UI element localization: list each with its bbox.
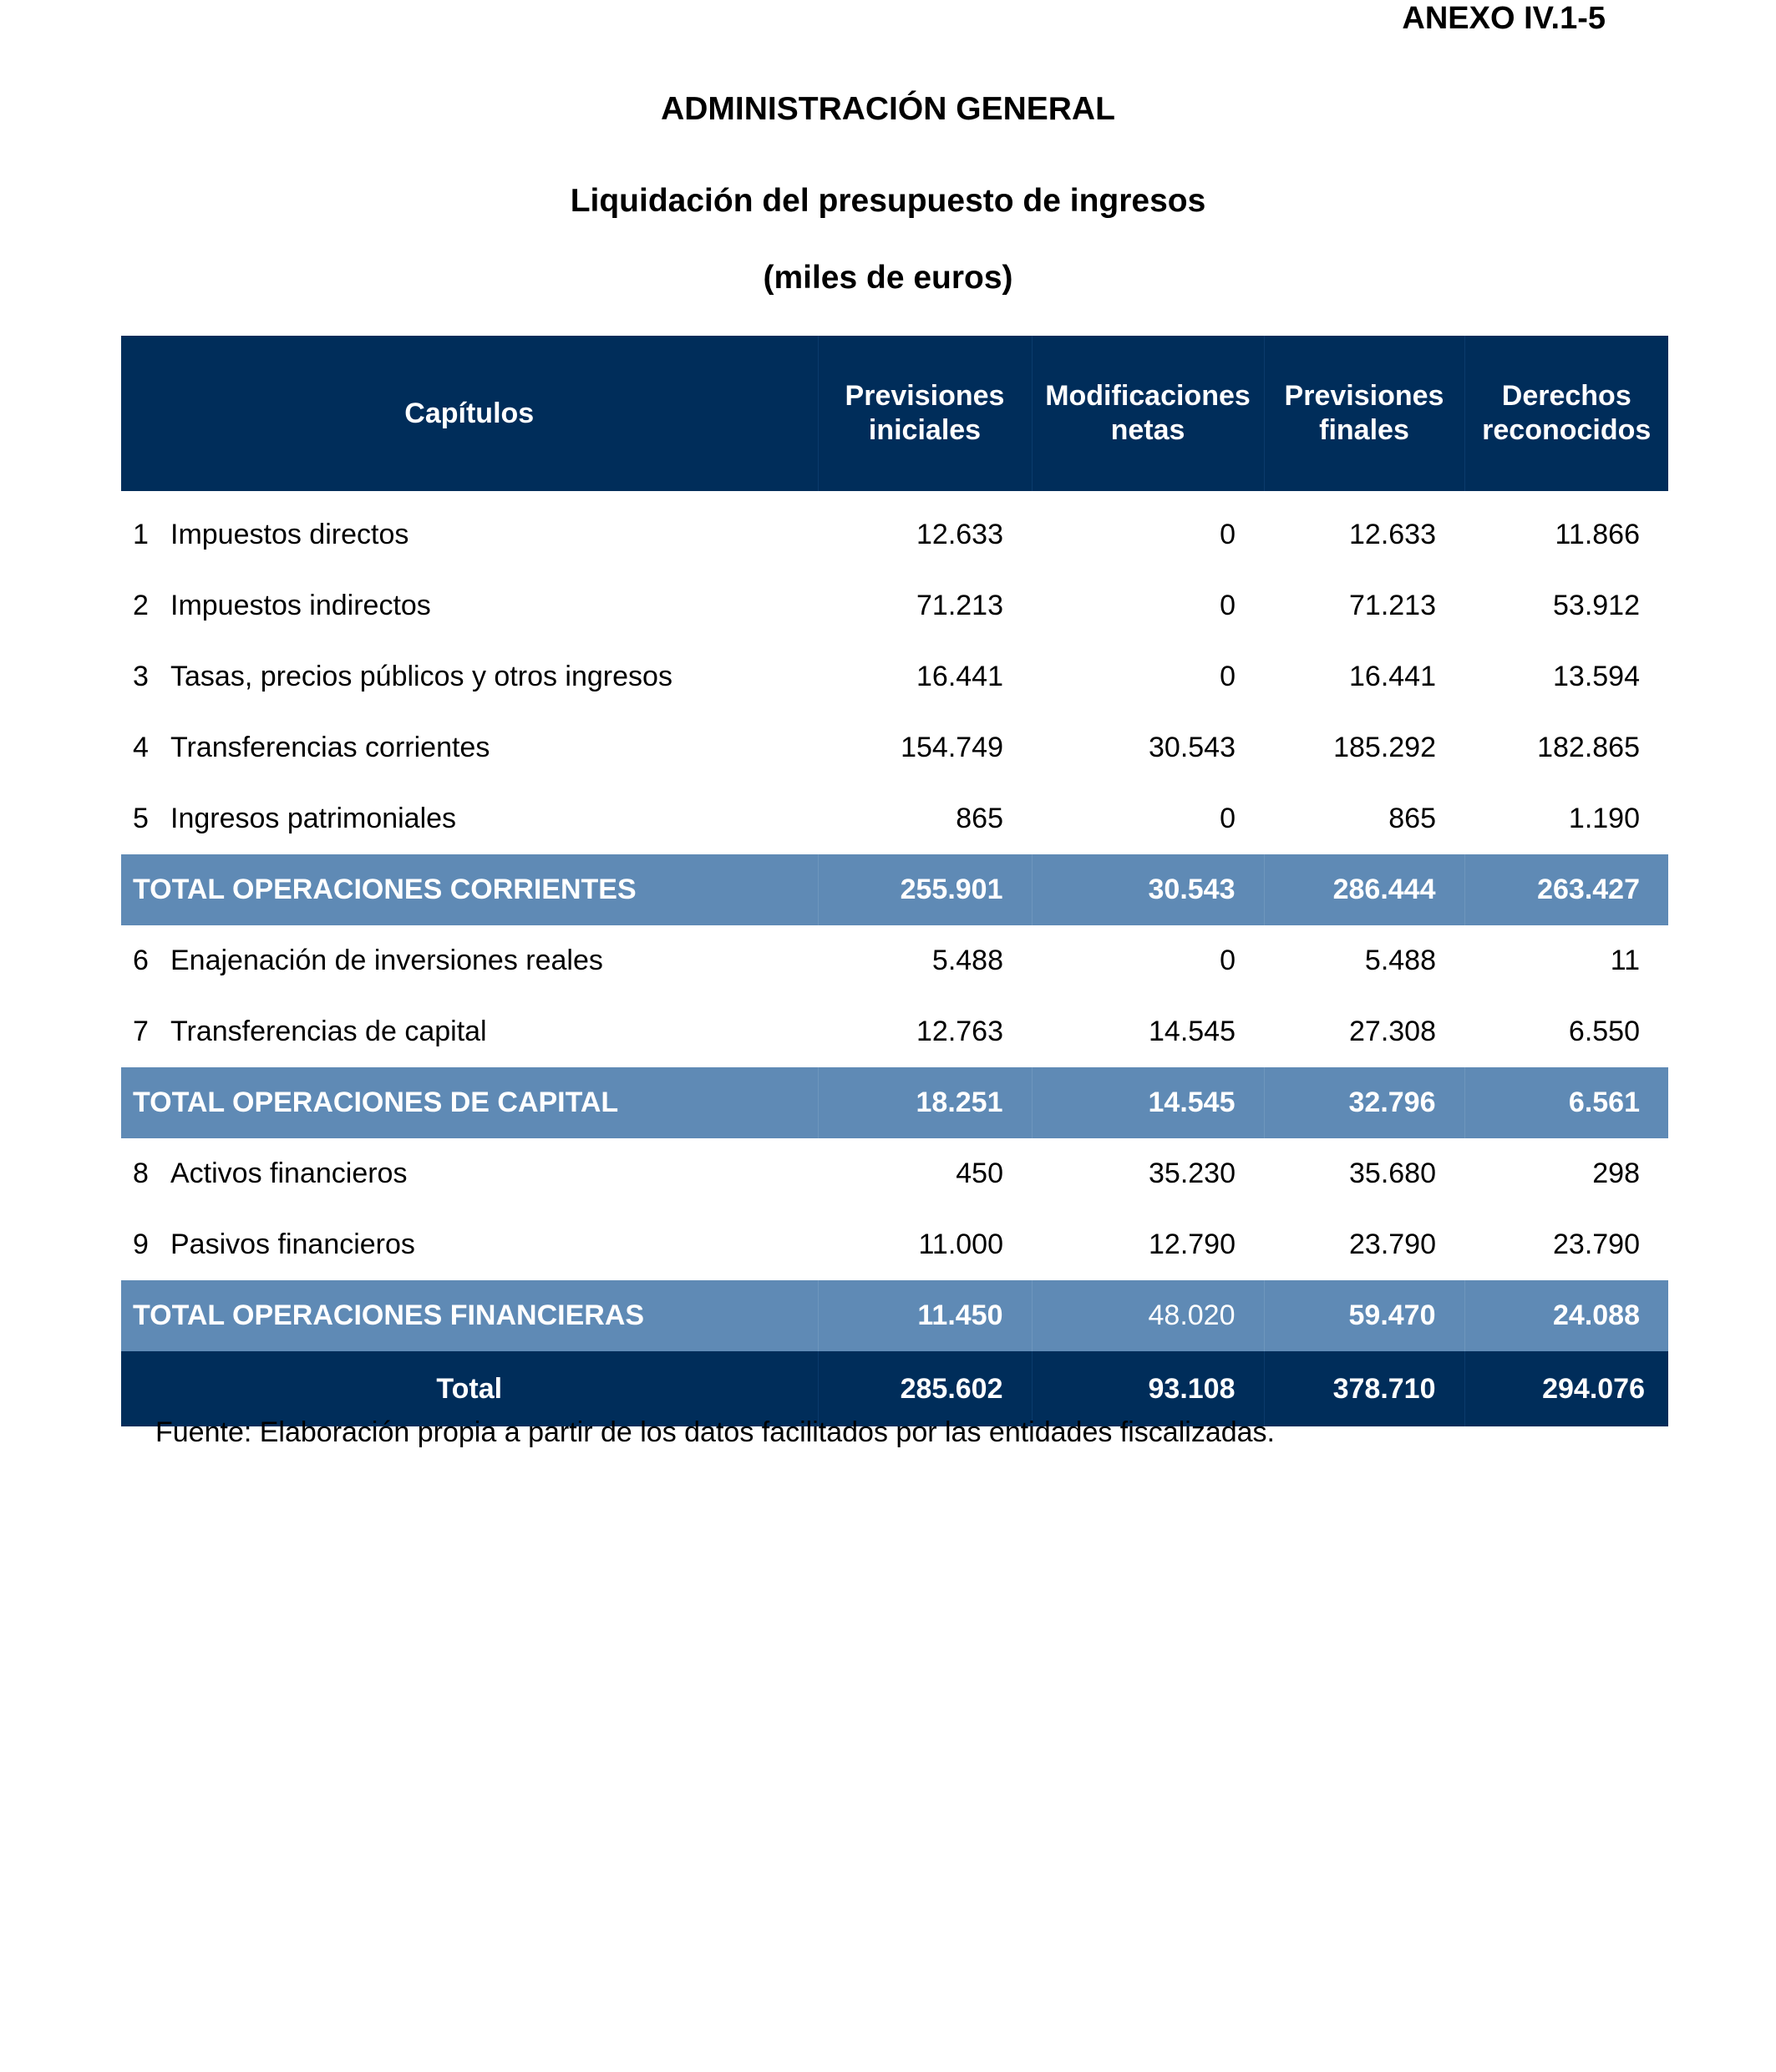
value-derechos-reconocidos: 24.088 [1464, 1280, 1668, 1351]
value-previsiones-iniciales: 11.450 [818, 1280, 1032, 1351]
source-note: Fuente: Elaboración propia a partir de los datos facilitados por las entidades fiscalizadas. [155, 1416, 1275, 1448]
value-previsiones-finales: 185.292 [1333, 732, 1436, 763]
header-derechos-reconocidos: Derechos reconocidos [1464, 336, 1668, 491]
value-modificaciones-netas: 35.230 [1149, 1158, 1236, 1189]
table-row [121, 712, 1668, 783]
table-row [121, 491, 1668, 570]
table-row [121, 1138, 1668, 1209]
value-derechos-reconocidos: 13.594 [1553, 661, 1640, 692]
value-previsiones-finales: 59.470 [1264, 1280, 1464, 1351]
chapter-cell: 6 Enajenación de inversiones reales [133, 945, 603, 976]
value-previsiones-iniciales: 285.602 [818, 1351, 1032, 1426]
value-previsiones-iniciales: 865 [956, 803, 1003, 834]
document-title: Liquidación del presupuesto de ingresos [570, 183, 1206, 219]
value-derechos-reconocidos: 6.550 [1568, 1016, 1640, 1047]
value-derechos-reconocidos: 263.427 [1464, 854, 1668, 925]
subtotal-row-financieras [121, 1280, 1668, 1351]
header-capitulos: Capítulos [121, 336, 818, 491]
value-derechos-reconocidos: 294.076 [1464, 1351, 1668, 1426]
chapter-cell: 4 Transferencias corrientes [133, 732, 490, 763]
table-row [121, 1209, 1668, 1280]
value-previsiones-finales: 865 [1388, 803, 1436, 834]
table-row [121, 783, 1668, 854]
chapter-cell: 9 Pasivos financieros [133, 1229, 415, 1260]
chapter-cell: 2 Impuestos indirectos [133, 590, 431, 621]
value-modificaciones-netas: 93.108 [1032, 1351, 1264, 1426]
budget-table [121, 336, 1668, 1426]
value-derechos-reconocidos: 53.912 [1553, 590, 1640, 621]
value-previsiones-iniciales: 255.901 [818, 854, 1032, 925]
table-row [121, 925, 1668, 996]
value-derechos-reconocidos: 11.866 [1555, 519, 1640, 550]
value-modificaciones-netas: 0 [1220, 945, 1236, 976]
chapter-cell: 8 Activos financieros [133, 1158, 408, 1189]
value-previsiones-iniciales: 12.763 [916, 1016, 1003, 1047]
value-previsiones-iniciales: 11.000 [918, 1229, 1003, 1260]
value-previsiones-iniciales: 12.633 [916, 519, 1003, 550]
value-previsiones-finales: 378.710 [1264, 1351, 1464, 1426]
value-previsiones-finales: 23.790 [1349, 1229, 1436, 1260]
value-derechos-reconocidos: 1.190 [1568, 803, 1640, 834]
chapter-cell: 7 Transferencias de capital [133, 1016, 487, 1047]
subtotal-row-capital [121, 1067, 1668, 1138]
value-derechos-reconocidos: 182.865 [1537, 732, 1640, 763]
value-previsiones-iniciales: 5.488 [931, 945, 1003, 976]
value-derechos-reconocidos: 11 [1610, 945, 1640, 976]
value-derechos-reconocidos: 298 [1592, 1158, 1640, 1189]
value-derechos-reconocidos: 6.561 [1464, 1067, 1668, 1138]
entity-heading: ADMINISTRACIÓN GENERAL [661, 91, 1115, 127]
value-previsiones-finales: 16.441 [1349, 661, 1436, 692]
subtotal-label: TOTAL OPERACIONES CORRIENTES [121, 854, 818, 925]
value-modificaciones-netas: 12.790 [1149, 1229, 1236, 1260]
table-row [121, 641, 1668, 712]
value-modificaciones-netas: 14.545 [1032, 1067, 1264, 1138]
value-previsiones-iniciales: 154.749 [901, 732, 1003, 763]
units-subtitle: (miles de euros) [763, 260, 1013, 296]
value-previsiones-finales: 286.444 [1264, 854, 1464, 925]
value-previsiones-finales: 27.308 [1349, 1016, 1436, 1047]
value-modificaciones-netas: 0 [1220, 519, 1236, 550]
value-previsiones-iniciales: 450 [956, 1158, 1003, 1189]
header-modificaciones-netas: Modificaciones netas [1032, 336, 1264, 491]
value-modificaciones-netas: 14.545 [1149, 1016, 1236, 1047]
value-modificaciones-netas: 0 [1220, 803, 1236, 834]
subtotal-label: TOTAL OPERACIONES DE CAPITAL [121, 1067, 818, 1138]
grand-total-label: Total [121, 1351, 818, 1426]
value-previsiones-iniciales: 18.251 [818, 1067, 1032, 1138]
value-previsiones-finales: 12.633 [1349, 519, 1436, 550]
value-previsiones-finales: 32.796 [1264, 1067, 1464, 1138]
value-derechos-reconocidos: 23.790 [1553, 1229, 1640, 1260]
value-previsiones-finales: 5.488 [1364, 945, 1436, 976]
table-row [121, 996, 1668, 1067]
value-previsiones-finales: 71.213 [1349, 590, 1436, 621]
table-header-row [121, 336, 1668, 491]
value-modificaciones-netas: 30.543 [1032, 854, 1264, 925]
table-row [121, 570, 1668, 641]
chapter-cell: 5 Ingresos patrimoniales [133, 803, 457, 834]
header-previsiones-finales: Previsiones finales [1264, 336, 1464, 491]
annex-label: ANEXO IV.1-5 [1402, 1, 1606, 36]
value-previsiones-finales: 35.680 [1349, 1158, 1436, 1189]
chapter-cell: 3 Tasas, precios públicos y otros ingresos [133, 661, 672, 692]
value-modificaciones-netas: 30.543 [1149, 732, 1236, 763]
value-modificaciones-netas: 0 [1220, 590, 1236, 621]
value-previsiones-iniciales: 71.213 [916, 590, 1003, 621]
header-previsiones-iniciales: Previsiones iniciales [818, 336, 1032, 491]
value-modificaciones-netas: 0 [1220, 661, 1236, 692]
subtotal-row-corrientes [121, 854, 1668, 925]
value-modificaciones-netas: 48.020 [1032, 1280, 1264, 1351]
grand-total-row [121, 1351, 1668, 1426]
chapter-cell: 1 Impuestos directos [133, 519, 409, 550]
subtotal-label: TOTAL OPERACIONES FINANCIERAS [121, 1280, 818, 1351]
value-previsiones-iniciales: 16.441 [916, 661, 1003, 692]
